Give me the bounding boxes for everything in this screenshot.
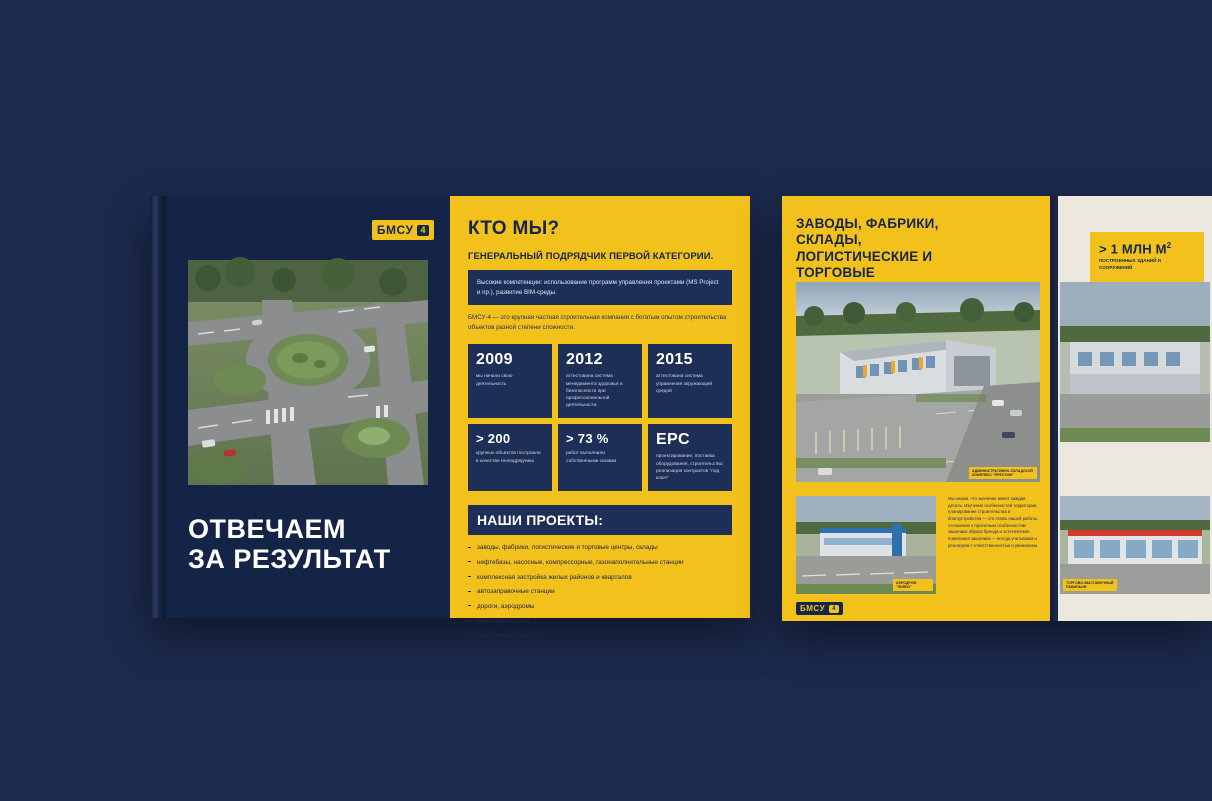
stat-value: 2012 xyxy=(566,351,603,369)
stat-card xyxy=(558,424,642,491)
cover-title xyxy=(188,514,438,574)
logo-text: БМСУ xyxy=(800,604,826,613)
logo-number: 4 xyxy=(417,225,429,236)
brochure-right-spread xyxy=(782,196,1212,621)
stat-card xyxy=(558,344,642,418)
stat-desc: аттестована система менеджмента здоровья и безопасности при профессиональной деятельности xyxy=(566,374,623,409)
page-gutter-shadow xyxy=(1050,196,1058,621)
stat-value: > 73 % xyxy=(566,431,609,447)
stat-value: 2009 xyxy=(476,351,513,369)
cover-page xyxy=(166,196,450,618)
kpi-value xyxy=(1099,241,1195,256)
photo-caption: АДМИНИСТРАТИВНО-СКЛАДСКОЙ КОМПЛЕКС "ПРЕСТИЖ" xyxy=(969,467,1037,480)
cover-title-line-2: ЗА РЕЗУЛЬТАТ xyxy=(188,544,391,575)
brand-logo xyxy=(372,220,434,240)
company-description: БМСУ-4 — это крупная частная строительная компания с богатым опытом строительства объектов разной степени сложности. xyxy=(468,314,727,331)
stat-value: > 200 xyxy=(476,431,511,447)
section-heading: КТО МЫ? xyxy=(468,218,560,239)
stat-card xyxy=(648,424,732,491)
inner-page-who-we-are xyxy=(450,196,750,654)
list-item: сельскохозяйственные объекты xyxy=(468,647,732,655)
projects-heading: НАШИ ПРОЕКТЫ: xyxy=(468,505,732,535)
photo-pavilion xyxy=(1060,496,1210,594)
heading-line-2: ЛОГИСТИЧЕСКИЕ И ТОРГОВЫЕ xyxy=(796,248,933,281)
kpi-value-text: > 1 МЛН М xyxy=(1099,241,1167,257)
photo-airfield-lipki xyxy=(796,496,936,594)
list-item: инженерные сети xyxy=(468,618,732,626)
stat-desc: проектирование, поставка оборудования, строительство; реализация контрактов "под ключ" xyxy=(656,454,724,481)
page-right-partial xyxy=(1058,196,1212,621)
stats-grid xyxy=(468,344,732,491)
list-item: нефтебазы, насосные, компрессорные, газонаполнительные станции xyxy=(468,559,732,567)
photo-caption: АЭРОДРОМ "ЛИПКИ" xyxy=(893,579,933,592)
list-item: спортивные объекты xyxy=(468,632,732,640)
page-industrial-objects xyxy=(782,196,1050,621)
stat-card xyxy=(468,344,552,418)
stat-desc: аттестована система управления окружающей средой xyxy=(656,374,713,394)
stat-desc: мы начали свою деятельность xyxy=(476,374,513,387)
projects-list xyxy=(468,544,732,655)
kpi-value-sup: 2 xyxy=(1166,241,1172,250)
stat-card xyxy=(648,344,732,418)
brochure-left-spread xyxy=(150,196,750,654)
kpi-desc: ПОСТРОЕННЫХ ЗДАНИЙ И СООРУЖЕНИЙ xyxy=(1099,258,1161,270)
heading-line-1: ЗАВОДЫ, ФАБРИКИ, СКЛАДЫ, xyxy=(796,216,939,248)
cover-photo-roundabout xyxy=(188,260,428,485)
section-subheading: ГЕНЕРАЛЬНЫЙ ПОДРЯДЧИК ПЕРВОЙ КАТЕГОРИИ. xyxy=(468,251,714,262)
logo-number: 4 xyxy=(829,605,839,613)
list-item: заводы, фабрики, логистические и торговые центры, склады xyxy=(468,544,732,552)
competency-note: Высокие компетенции: использование программ управления проектами (MS Project и пр.), развитие BIM-среды. xyxy=(468,270,732,305)
book-spine xyxy=(150,196,166,618)
cover-title-line-1: ОТВЕЧАЕМ xyxy=(188,514,346,544)
brand-logo-footer xyxy=(796,598,843,616)
list-item: автозаправочные станции xyxy=(468,588,732,596)
stat-desc: работ выполнили собственными силами xyxy=(566,451,617,464)
list-item: дороги, аэродромы xyxy=(468,603,732,611)
stat-desc: крупных объектов построили в качестве генподрядчика xyxy=(476,451,541,464)
photo-building-secondary xyxy=(1060,282,1210,442)
body-text-right-page: Мы знаем, что значение имеет каждая деталь. Изучение особенностей территории, планирование строительства и благоустройства — это этапы нашей работы, отношение к проектным особенностям заказчика образа бренда и эстетические пожелания заказчика — всегда учитываем и реализуем с ответственностью и уважением. xyxy=(948,496,1039,548)
stat-value: 2015 xyxy=(656,351,693,369)
kpi-item xyxy=(1099,241,1195,271)
list-item: комплексная застройка жилых районов и кварталов xyxy=(468,574,732,582)
stat-card xyxy=(468,424,552,491)
stat-value: EPC xyxy=(656,431,690,449)
photo-caption: ТОРГОВО-ВЫСТАВОЧНЫЙ ПАВИЛЬОН xyxy=(1063,579,1117,592)
logo-text: БМСУ xyxy=(376,223,414,237)
photo-logistics-complex xyxy=(796,282,1040,482)
